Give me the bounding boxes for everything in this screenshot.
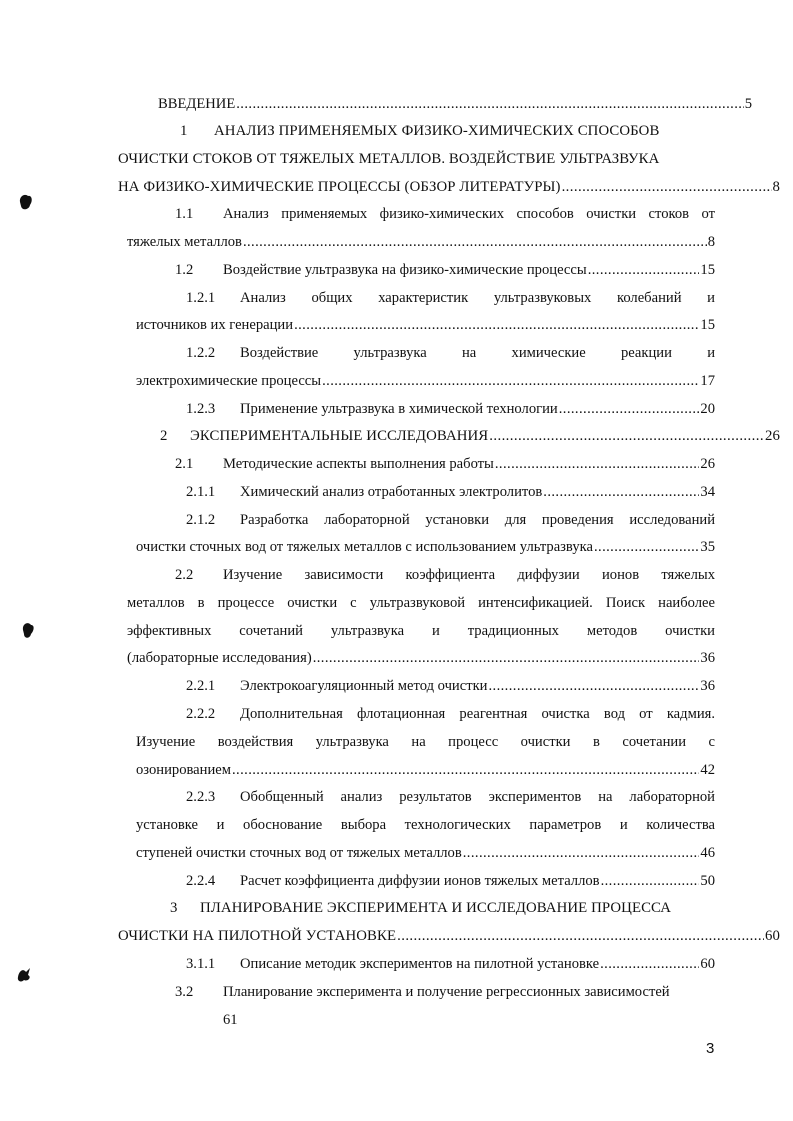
toc-number: 3.2 <box>175 984 194 1000</box>
toc-title: Методические аспекты выполнения работы <box>223 456 494 472</box>
toc-entry-2-2-2-cont-2 <box>136 756 715 784</box>
toc-title: (лабораторные исследования) <box>127 650 312 666</box>
toc-title: Анализ применяемых физико-химических способов очистки стоков от <box>223 206 715 222</box>
toc-chapter-3-line-2[interactable] <box>118 922 780 950</box>
toc-entry-1-2-2-cont <box>136 367 715 395</box>
toc-entry-2-1-1[interactable] <box>186 478 715 506</box>
toc-page: 34 <box>700 484 715 500</box>
toc-page: 42 <box>700 762 715 778</box>
toc-page: 60 <box>700 956 715 972</box>
ink-blot-1 <box>16 190 36 214</box>
toc-chapter-1-line-3[interactable] <box>118 173 780 201</box>
leader-dots <box>495 450 700 478</box>
toc-title: эффективных сочетаний ультразвука и традиционных методов очистки <box>127 623 715 639</box>
leader-dots <box>232 756 699 784</box>
leader-dots <box>243 228 707 256</box>
toc-title: АНАЛИЗ ПРИМЕНЯЕМЫХ ФИЗИКО-ХИМИЧЕСКИХ СПОСОБОВ <box>214 123 660 139</box>
toc-title: ОЧИСТКИ СТОКОВ ОТ ТЯЖЕЛЫХ МЕТАЛЛОВ. ВОЗДЕЙСТВИЕ УЛЬТРАЗВУКА <box>118 151 660 167</box>
toc-entry-2-1[interactable] <box>175 450 715 478</box>
toc-entry-1-1-cont <box>127 228 715 256</box>
toc-title: Расчет коэффициента диффузии ионов тяжелых металлов <box>240 873 600 889</box>
toc-chapter-1-line-2 <box>118 145 659 173</box>
toc-title: Дополнительная флотационная реагентная очистка вод от кадмия. <box>240 706 715 722</box>
toc-title: озонированием <box>136 762 231 778</box>
toc-title: Химический анализ отработанных электролитов <box>240 484 543 500</box>
toc-number: 1 <box>180 123 188 139</box>
toc-title: ОЧИСТКИ НА ПИЛОТНОЙ УСТАНОВКЕ <box>118 928 397 944</box>
toc-entry-2-2-3-cont-1 <box>136 811 715 839</box>
toc-entry-2-2-cont-3 <box>127 644 715 672</box>
toc-title: металлов в процессе очистки с ультразвуковой интенсификацией. Поиск наиболее <box>127 595 715 611</box>
leader-dots <box>600 950 699 978</box>
toc-entry-2-2-3[interactable] <box>186 783 715 811</box>
toc-chapter-3-line-1[interactable] <box>170 894 671 922</box>
toc-number: 1.2.1 <box>186 290 216 306</box>
toc-title: Обобщенный анализ результатов экспериментов на лабораторной <box>240 789 715 805</box>
toc-entry-1-2-1[interactable] <box>186 284 715 312</box>
toc-title: Анализ общих характеристик ультразвуковых колебаний и <box>240 290 715 306</box>
toc-entry-2-2-3-cont-2 <box>136 839 715 867</box>
toc-number: 2.2.2 <box>186 706 216 722</box>
leader-dots <box>562 173 772 201</box>
toc-entry-1-2-2[interactable] <box>186 339 715 367</box>
ink-blot-3 <box>14 963 36 987</box>
toc-number: 2.2.4 <box>186 873 216 889</box>
leader-dots <box>294 311 699 339</box>
leader-dots <box>489 422 764 450</box>
toc-page: 61 <box>223 1012 238 1028</box>
toc-title: установке и обоснование выбора технологических параметров и количества <box>136 817 715 833</box>
leader-dots <box>463 839 700 867</box>
toc-number: 2.1 <box>175 456 194 472</box>
leader-dots <box>313 644 700 672</box>
toc-number: 3 <box>170 900 178 916</box>
toc-entry-3-2[interactable] <box>175 978 670 1006</box>
toc-number: 1.2 <box>175 262 194 278</box>
toc-title: Изучение воздействия ультразвука на процесс очистки в сочетании с <box>136 734 715 750</box>
toc-title: электрохимические процессы <box>136 373 322 389</box>
toc-page: 20 <box>700 401 715 417</box>
toc-page: 50 <box>700 873 715 889</box>
toc-title: ВВЕДЕНИЕ <box>158 96 236 112</box>
toc-title: Разработка лабораторной установки для проведения исследований <box>240 512 715 528</box>
toc-entry-intro[interactable] <box>158 90 752 118</box>
toc-title: Воздействие ультразвука на химические реакции и <box>240 345 715 361</box>
toc-entry-3-1-1[interactable] <box>186 950 715 978</box>
toc-title: тяжелых металлов <box>127 234 242 250</box>
toc-page: 26 <box>700 456 715 472</box>
toc-page: 36 <box>700 678 715 694</box>
leader-dots <box>559 395 700 423</box>
toc-number: 1.2.2 <box>186 345 216 361</box>
leader-dots <box>588 256 700 284</box>
toc-number: 2 <box>160 428 168 444</box>
leader-dots <box>601 867 700 895</box>
toc-title: Изучение зависимости коэффициента диффузии ионов тяжелых <box>223 567 715 583</box>
toc-entry-2-2-2[interactable] <box>186 700 715 728</box>
ink-blot-2 <box>18 617 38 643</box>
toc-number: 2.1.1 <box>186 484 216 500</box>
toc-entry-3-2-page <box>223 1006 238 1034</box>
toc-number: 3.1.1 <box>186 956 216 972</box>
toc-page: 35 <box>700 539 715 555</box>
toc-page: 17 <box>700 373 715 389</box>
toc-title: Электрокоагуляционный метод очистки <box>240 678 488 694</box>
leader-dots <box>397 922 764 950</box>
toc-page: 46 <box>700 845 715 861</box>
toc-number: 1.2.3 <box>186 401 216 417</box>
toc-entry-1-2-3[interactable] <box>186 395 715 423</box>
toc-page: 8 <box>772 179 780 195</box>
leader-dots <box>488 672 699 700</box>
toc-page: 60 <box>765 928 780 944</box>
toc-entry-2-1-2-cont <box>136 533 715 561</box>
toc-title: ПЛАНИРОВАНИЕ ЭКСПЕРИМЕНТА И ИССЛЕДОВАНИЕ ПРОЦЕССА <box>200 900 672 916</box>
toc-title: источников их генерации <box>136 317 294 333</box>
toc-number: 2.2.3 <box>186 789 216 805</box>
toc-title: ЭКСПЕРИМЕНТАЛЬНЫЕ ИССЛЕДОВАНИЯ <box>190 428 489 444</box>
toc-chapter-2[interactable] <box>160 422 780 450</box>
toc-number: 2.2 <box>175 567 194 583</box>
leader-dots <box>594 533 699 561</box>
toc-entry-1-2[interactable] <box>175 256 715 284</box>
toc-title: НА ФИЗИКО-ХИМИЧЕСКИЕ ПРОЦЕССЫ (ОБЗОР ЛИТЕРАТУРЫ) <box>118 179 561 195</box>
toc-page: 5 <box>744 96 752 112</box>
leader-dots <box>543 478 699 506</box>
toc-number: 2.1.2 <box>186 512 216 528</box>
toc-title: Планирование эксперимента и получение регрессионных зависимостей <box>223 984 670 1000</box>
toc-entry-2-2-2-cont-1 <box>136 728 715 756</box>
toc-title: ступеней очистки сточных вод от тяжелых металлов <box>136 845 462 861</box>
toc-chapter-1-line-1[interactable] <box>180 117 659 145</box>
toc-page: 36 <box>700 650 715 666</box>
toc-page: 15 <box>700 262 715 278</box>
toc-entry-2-2-cont-1 <box>127 589 715 617</box>
toc-page: 26 <box>765 428 780 444</box>
toc-entry-2-2[interactable] <box>175 561 715 589</box>
toc-entry-2-2-cont-2 <box>127 617 715 645</box>
toc-page: 15 <box>700 317 715 333</box>
toc-entry-2-1-2[interactable] <box>186 506 715 534</box>
toc-entry-1-2-1-cont <box>136 311 715 339</box>
toc-title: очистки сточных вод от тяжелых металлов с использованием ультразвука <box>136 539 593 555</box>
leader-dots <box>236 90 743 118</box>
toc-entry-1-1[interactable] <box>175 200 715 228</box>
page-number: 3 <box>706 1040 715 1057</box>
toc-page: 8 <box>707 234 715 250</box>
toc-number: 2.2.1 <box>186 678 216 694</box>
toc-number: 1.1 <box>175 206 194 222</box>
toc-title: Воздействие ультразвука на физико-химические процессы <box>223 262 587 278</box>
toc-entry-2-2-1[interactable] <box>186 672 715 700</box>
toc-title: Применение ультразвука в химической технологии <box>240 401 558 417</box>
leader-dots <box>322 367 699 395</box>
toc-entry-2-2-4[interactable] <box>186 867 715 895</box>
toc-title: Описание методик экспериментов на пилотной установке <box>240 956 600 972</box>
